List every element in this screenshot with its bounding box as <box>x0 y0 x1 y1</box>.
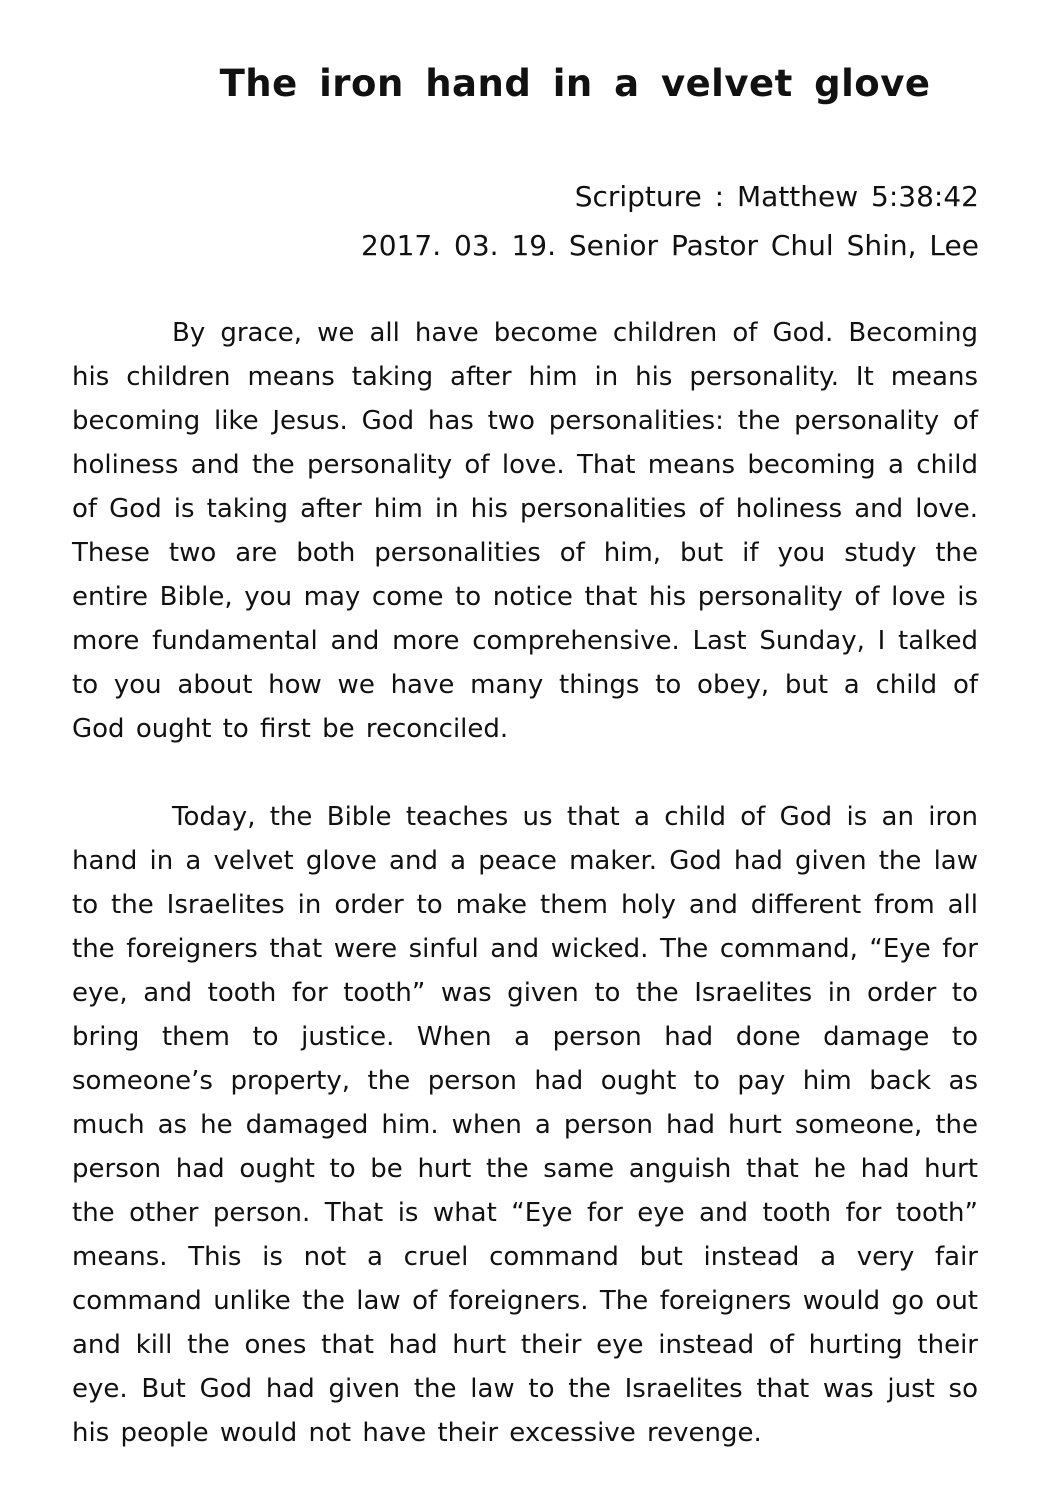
body-paragraph-2: Today, the Bible teaches us that a child of God is an iron hand in a velvet glove and a peace maker. God had given the law to the Israelites in order to make them holy and different from all the foreigners that were sinful and wicked. The command, “Eye for eye, and tooth for tooth” was given to the Israelites in order to bring them to justice. When a person had done damage to someone’s property, the person had ought to pay him back as much as he damaged him. when a person had hurt someone, the person had ought to be hurt the same anguish that he had hurt the other person. That is what “Eye for eye and tooth for tooth” means. This is not a cruel command but instead a very fair command unlike the law of foreigners. The foreigners would go out and kill the ones that had hurt their eye instead of hurting their eye. But God had given the law to the Israelites that was just so his people would not have their excessive revenge. <box>72 802 978 1448</box>
sermon-meta <box>361 172 979 270</box>
body-paragraph-1: By grace, we all have become children of God. Becoming his children means taking after him in his personality. It means becoming like Jesus. God has two personalities: the personality of holiness and the personality of love. That means becoming a child of God is taking after him in his personalities of holiness and love. These two are both personalities of him, but if you study the entire Bible, you may come to notice that his personality of love is more fundamental and more comprehensive. Last Sunday, I talked to you about how we have many things to obey, but a child of God ought to first be reconciled. <box>72 318 978 744</box>
date-author: 2017. 03. 19. Senior Pastor Chul Shin, Lee <box>360 229 979 262</box>
page-title: The iron hand in a velvet glove <box>219 62 931 105</box>
scripture-reference: Scripture : Matthew 5:38:42 <box>574 180 979 213</box>
